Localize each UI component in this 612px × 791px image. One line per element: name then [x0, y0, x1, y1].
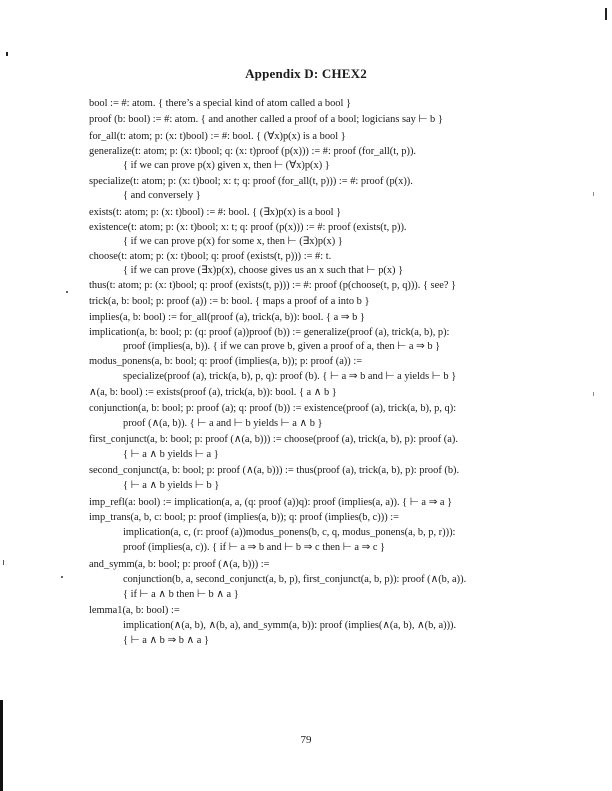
- scan-speck: [66, 291, 68, 293]
- listing-line: first_conjunct(a, b: bool; p: proof (∧(a, b))) := choose(proof (a), trick(a, b), p): proof (a).: [89, 434, 458, 445]
- listing-line: and_symm(a, b: bool; p: proof (∧(a, b))) :=: [89, 559, 270, 570]
- scan-mark: [3, 560, 4, 565]
- listing-line: for_all(t: atom; p: (x: t)bool) := #: bool. { (∀x)p(x) is a bool }: [89, 131, 346, 142]
- listing-line: specialize(proof (a), trick(a, b), p, q): proof (b). { ⊢ a ⇒ b and ⊢ a yields ⊢ b }: [123, 371, 457, 382]
- listing-line: { if ⊢ a ∧ b then ⊢ b ∧ a }: [123, 589, 239, 600]
- appendix-heading: Appendix D: CHEX2: [245, 66, 367, 81]
- listing-line: ∧(a, b: bool) := exists(proof (a), trick(a, b)): bool. { a ∧ b }: [89, 387, 337, 398]
- listing-line: { ⊢ a ∧ b yields ⊢ a }: [123, 449, 219, 460]
- listing-line: { if we can prove (∃x)p(x), choose gives us an x such that ⊢ p(x) }: [123, 265, 404, 276]
- page-number: 79: [300, 734, 312, 746]
- listing-line: { ⊢ a ∧ b yields ⊢ b }: [123, 480, 220, 491]
- listing-line: imp_trans(a, b, c: bool; p: proof (implies(a, b)); q: proof (implies(b, c))) :=: [89, 512, 399, 523]
- listing-line: { ⊢ a ∧ b ⇒ b ∧ a }: [123, 635, 209, 646]
- listing-line: generalize(t: atom; p: (x: t)bool; q: (x: t)proof (p(x))) := #: proof (for_all(t, p)).: [89, 146, 417, 157]
- listing-line: { if we can prove p(x) for some x, then ⊢ (∃x)p(x) }: [123, 236, 343, 247]
- scan-mark: [605, 8, 607, 20]
- listing-line: imp_refl(a: bool) := implication(a, a, (q: proof (a))q): proof (implies(a, a)). { ⊢ a ⇒ a }: [89, 497, 453, 508]
- listing-line: implication(∧(a, b), ∧(b, a), and_symm(a, b)): proof (implies(∧(a, b), ∧(b, a))).: [123, 620, 457, 631]
- listing-line: proof (implies(a, b)). { if we can prove b, given a proof of a, then ⊢ a ⇒ b }: [123, 341, 441, 352]
- scan-mark: [6, 52, 8, 56]
- page-edge-shadow: [0, 700, 3, 791]
- listing-line: proof (implies(a, c)). { if ⊢ a ⇒ b and ⊢ b ⇒ c then ⊢ a ⇒ c }: [123, 542, 386, 553]
- listing-line: trick(a, b: bool; p: proof (a)) := b: bool. { maps a proof of a into b }: [89, 296, 370, 307]
- listing-line: { and conversely }: [123, 190, 201, 201]
- listing-line: proof (∧(a, b)). { ⊢ a and ⊢ b yields ⊢ a ∧ b }: [123, 418, 323, 429]
- scan-mark: [593, 392, 594, 396]
- listing-line: specialize(t: atom; p: (x: t)bool; x: t; q: proof (for_all(t, p))) := #: proof (p(x)).: [89, 176, 413, 187]
- listing-line: proof (b: bool) := #: atom. { and another called a proof of a bool; logicians say ⊢ b }: [89, 114, 443, 125]
- scan-speck: [61, 576, 63, 578]
- listing-line: conjunction(b, a, second_conjunct(a, b, p), first_conjunct(a, b, p)): proof (∧(b, a)).: [123, 574, 467, 585]
- listing-line: implication(a, b: bool; p: (q: proof (a))proof (b)) := generalize(proof (a), trick(a, b), p):: [89, 327, 450, 338]
- listing-line: modus_ponens(a, b: bool; q: proof (implies(a, b)); p: proof (a)) :=: [89, 356, 363, 367]
- listing-line: conjunction(a, b: bool; p: proof (a); q: proof (b)) := existence(proof (a), trick(a, b), p, q):: [89, 403, 457, 414]
- listing-line: lemma1(a, b: bool) :=: [89, 605, 180, 616]
- listing-line: { if we can prove p(x) given x, then ⊢ (∀x)p(x) }: [123, 160, 330, 171]
- listing-line: second_conjunct(a, b: bool; p: proof (∧(a, b))) := thus(proof (a), trick(a, b), p): proof (b).: [89, 465, 460, 476]
- listing-line: existence(t: atom; p: (x: t)bool; x: t; q: proof (p(x))) := #: proof (exists(t, p)).: [89, 222, 407, 233]
- listing-line: bool := #: atom. { there’s a special kind of atom called a bool }: [89, 98, 351, 109]
- scan-mark: [593, 192, 594, 196]
- listing-line: implication(a, c, (r: proof (a))modus_ponens(b, c, q, modus_ponens(a, b, p, r))):: [123, 527, 456, 538]
- listing-line: choose(t: atom; p: (x: t)bool; q: proof (exists(t, p))) := #: t.: [89, 251, 332, 262]
- listing-line: exists(t: atom; p: (x: t)bool) := #: bool. { (∃x)p(x) is a bool }: [89, 207, 342, 218]
- listing-line: implies(a, b: bool) := for_all(proof (a), trick(a, b)): bool. { a ⇒ b }: [89, 312, 365, 323]
- listing-line: thus(t: atom; p: (x: t)bool; q: proof (exists(t, p))) := #: proof (p(choose(t, p, q))). { see? }: [89, 280, 457, 291]
